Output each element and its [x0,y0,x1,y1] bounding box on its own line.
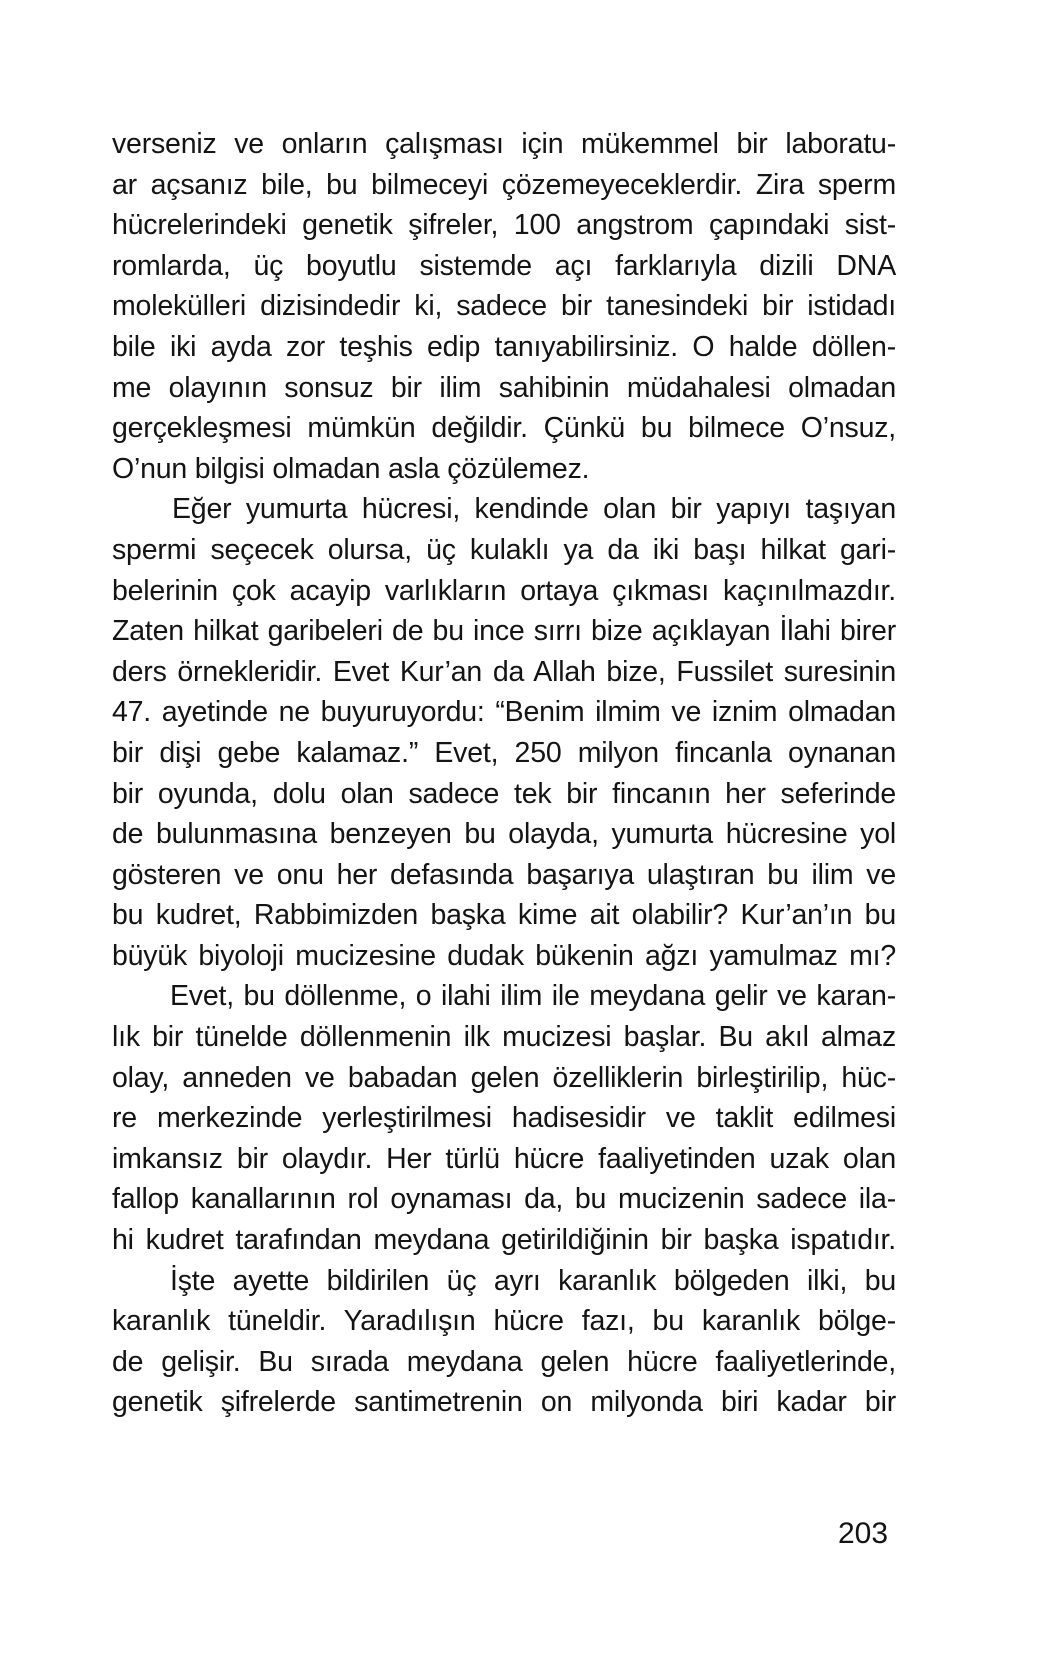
paragraph-2 [112,489,896,976]
paragraph-4 [112,1261,896,1423]
text-line: büyük biyoloji mucizesine dudak bükenin ağzı yamulmaz mı? [112,939,896,972]
text-line: olay, anneden ve babadan gelen özelliklerin birleştirilip, hüc- [112,1061,896,1094]
text-line: verseniz ve onların çalışması için mükemmel bir laboratu- [112,128,896,160]
paragraph-3 [112,976,896,1260]
text-line: bu kudret, Rabbimizden başka kime ait olabilir? Kur’an’ın bu [112,899,896,932]
text-line: Zaten hilkat garibeleri de bu ince sırrı bize açıklayan İlahi birer [112,615,896,648]
text-line: karanlık tüneldir. Yaradılışın hücre fazı, bu karanlık bölge- [112,1305,896,1338]
text-line: de bulunmasına benzeyen bu olayda, yumurta hücresine yol [112,818,896,851]
text-line: bile iki ayda zor teşhis edip tanıyabilirsiniz. O halde döllen- [112,330,896,363]
book-page-body [112,124,896,1423]
text-line: spermi seçecek olursa, üç kulaklı ya da iki başı hilkat gari- [112,533,896,566]
text-line: imkansız bir olaydır. Her türlü hücre faaliyetinden uzak olan [112,1142,896,1175]
text-line: fallop kanallarının rol oynaması da, bu mucizenin sadece ila- [112,1183,896,1216]
text-line: İşte ayette bildirilen üç ayrı karanlık bölgeden ilki, bu [170,1264,896,1297]
text-line: bir oyunda, dolu olan sadece tek bir fincanın her seferinde [112,777,896,810]
text-line: genetik şifrelerde santimetrenin on milyonda biri kadar bir [112,1386,896,1419]
text-line: Evet, bu döllenme, o ilahi ilim ile meydana gelir ve karan- [170,980,896,1013]
text-line: belerinin çok acayip varlıkların ortaya çıkması kaçınılmazdır. [112,574,896,607]
text-line: romlarda, üç boyutlu sistemde açı farklarıyla dizili DNA [112,249,896,282]
text-line: hi kudret tarafından meydana getirildiğinin bir başka ispatıdır. [112,1224,896,1257]
text-line: gerçekleşmesi mümkün değildir. Çünkü bu bilmece O’nsuz, [112,412,896,445]
text-line: me olayının sonsuz bir ilim sahibinin müdahalesi olmadan [112,371,896,404]
text-line: 47. ayetinde ne buyuruyordu: “Benim ilmim ve iznim olmadan [112,696,896,729]
text-line: de gelişir. Bu sırada meydana gelen hücre faaliyetlerinde, [112,1345,896,1378]
text-line: molekülleri dizisindedir ki, sadece bir tanesindeki bir istidadı [112,290,896,323]
text-line: ar açsanız bile, bu bilmeceyi çözemeyeceklerdir. Zira sperm [112,168,896,201]
text-line: re merkezinde yerleştirilmesi hadisesidir ve taklit edilmesi [112,1102,896,1135]
paragraph-1 [112,124,896,489]
text-line: Eğer yumurta hücresi, kendinde olan bir yapıyı taşıyan [172,493,896,526]
text-line: hücrelerindeki genetik şifreler, 100 angstrom çapındaki sist- [112,209,896,242]
page-number: 203 [838,1517,889,1550]
text-line: gösteren ve onu her defasında başarıya ulaştıran bu ilim ve [112,858,896,891]
text-line: ders örnekleridir. Evet Kur’an da Allah bize, Fussilet suresinin [112,655,896,688]
text-line: O’nun bilgisi olmadan asla çözülemez. [112,452,590,485]
text-line: bir dişi gebe kalamaz.” Evet, 250 milyon fincanla oynanan [112,736,896,769]
text-line: lık bir tünelde döllenmenin ilk mucizesi başlar. Bu akıl almaz [112,1021,896,1054]
